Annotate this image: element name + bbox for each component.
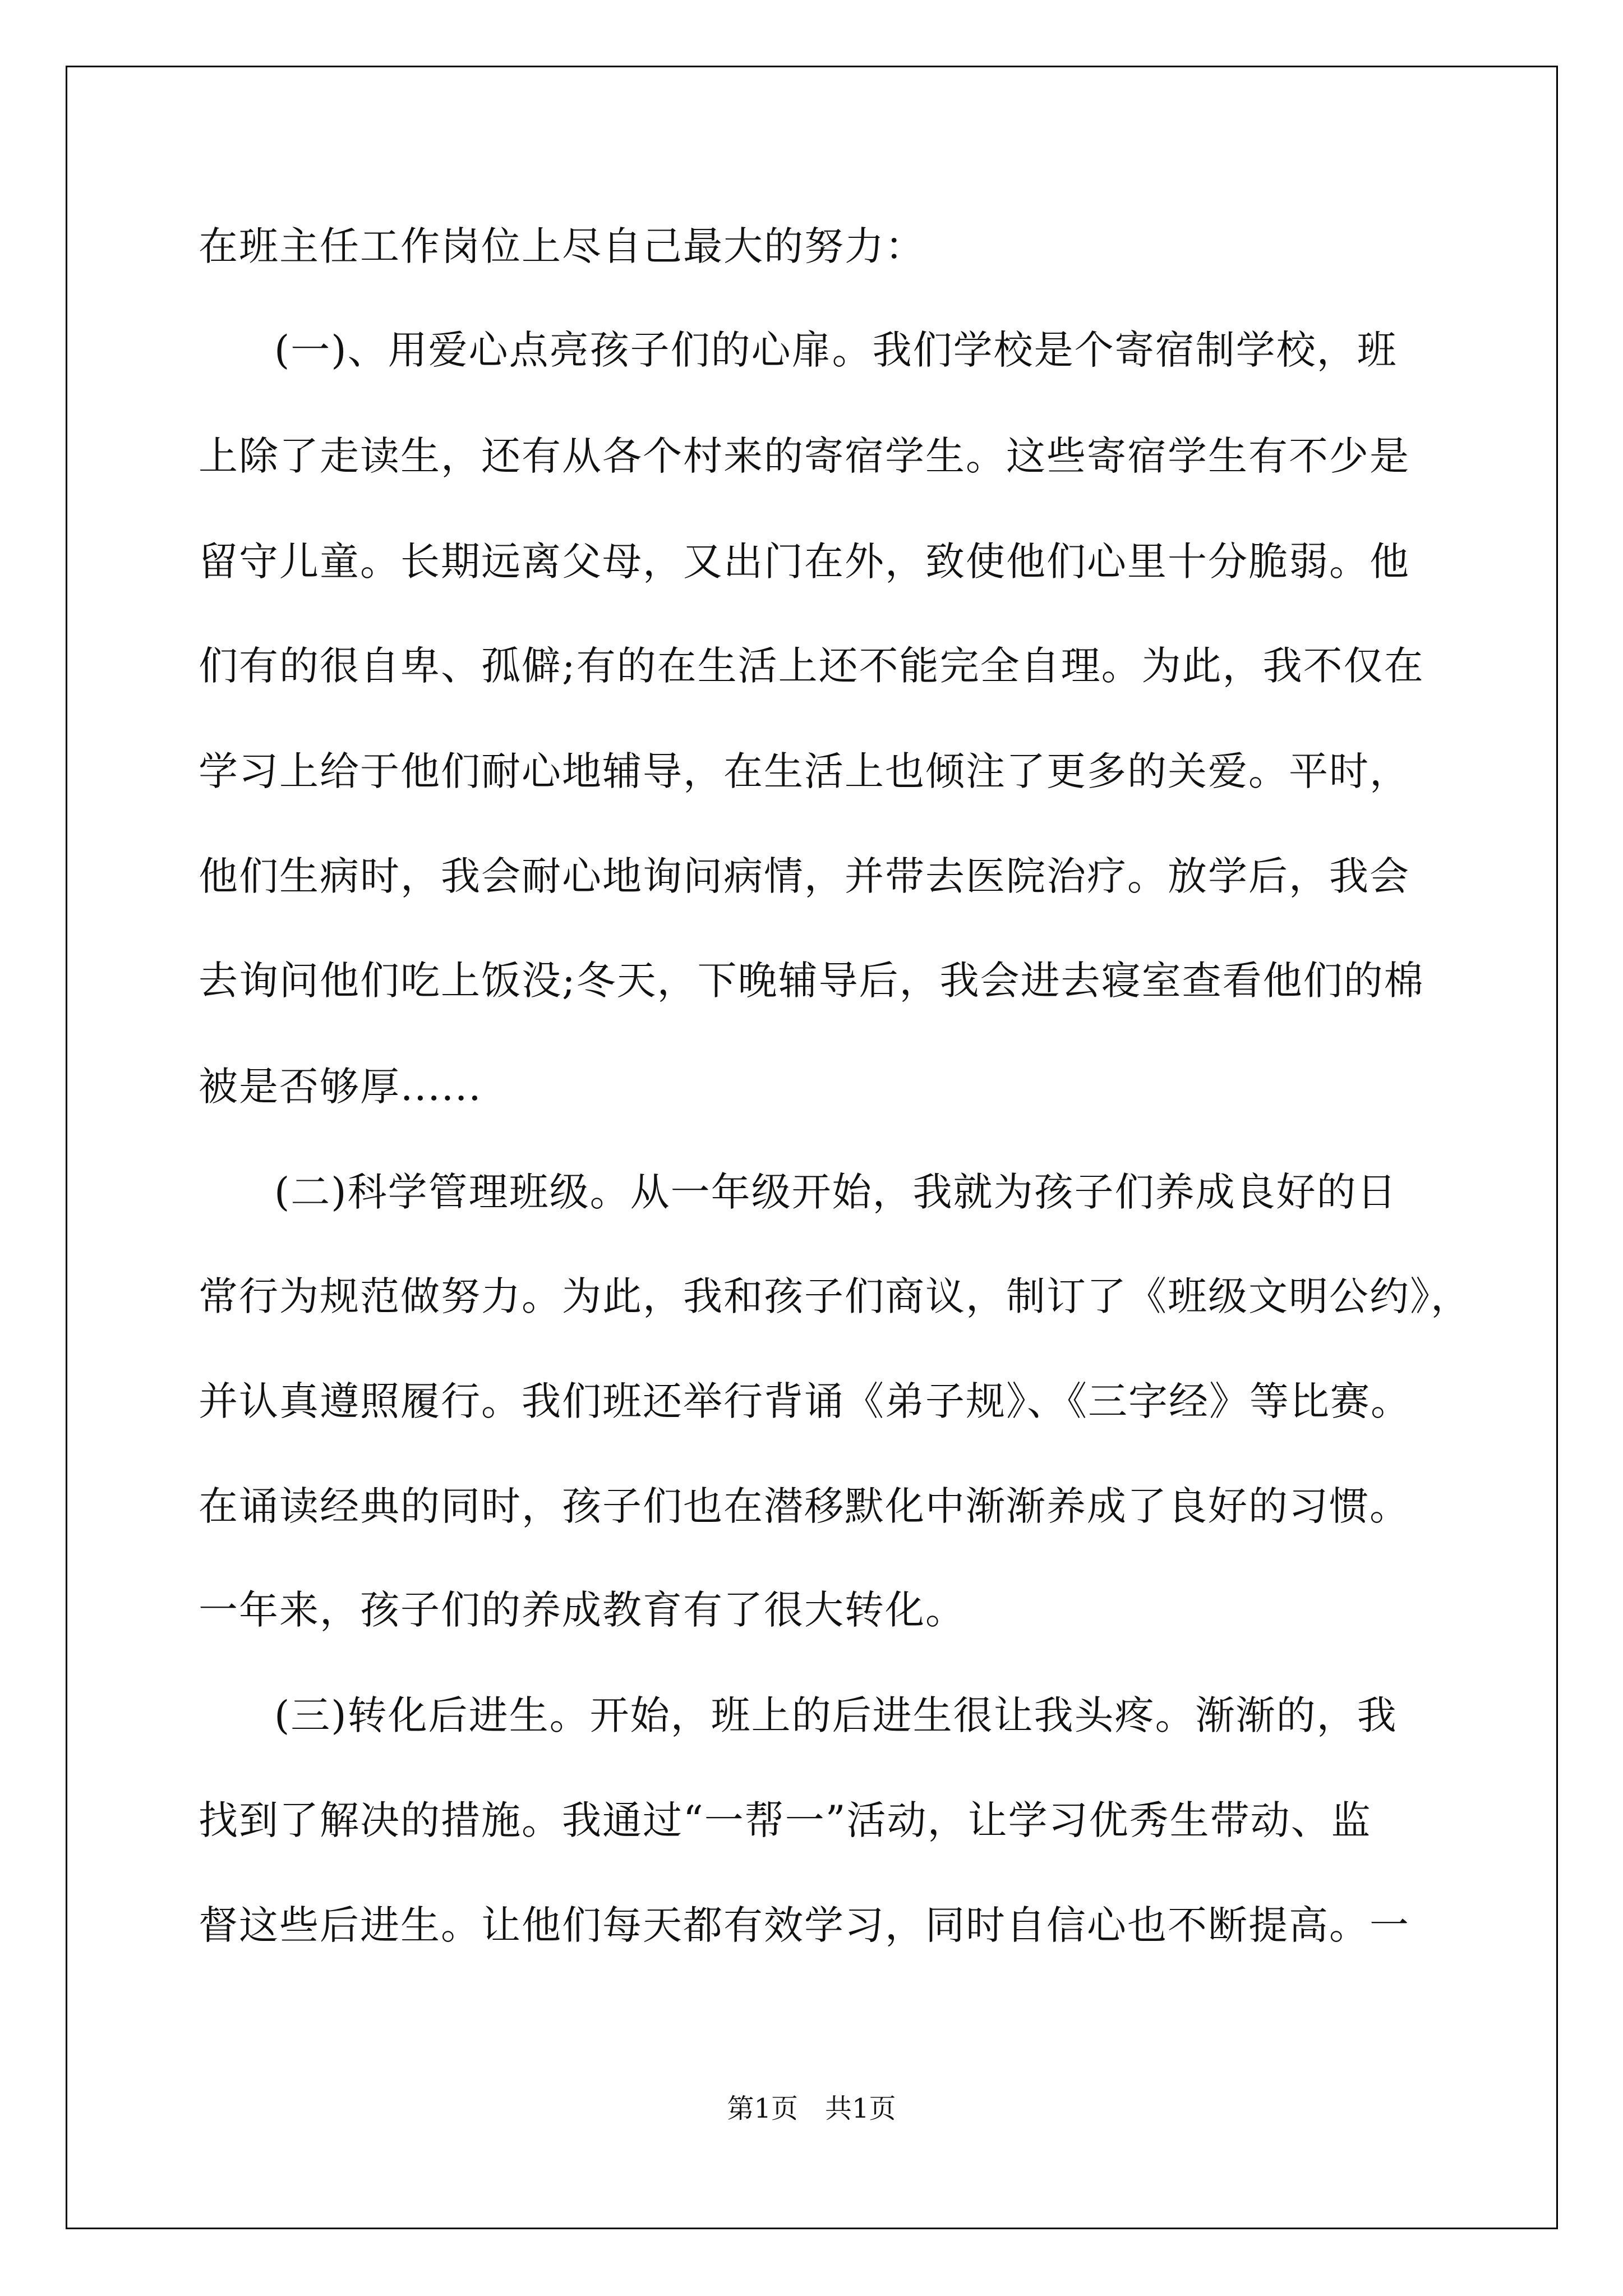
text-line: 去询问他们吃上饭没;冬天，下晚辅导后，我会进去寝室查看他们的棉 <box>199 958 1424 1004</box>
text-line: 找到了解决的措施。我通过“一帮一”活动，让学习优秀生带动、监 <box>199 1797 1372 1843</box>
text-line: 上除了走读生，还有从各个村来的寄宿学生。这些寄宿学生有不少是 <box>199 433 1410 479</box>
text-line: 被是否够厚...... <box>199 1064 482 1110</box>
page-footer: 第1页 共1页 <box>727 2093 896 2124</box>
text-line: 一年来，孩子们的养成教育有了很大转化。 <box>199 1587 966 1633</box>
text-line: (一)、用爱心点亮孩子们的心扉。我们学校是个寄宿制学校，班 <box>274 327 1398 373</box>
text-line: 常行为规范做努力。为此，我和孩子们商议，制订了《班级文明公约》， <box>199 1273 1471 1319</box>
text-line: (三)转化后进生。开始，班上的后进生很让我头疼。渐渐的，我 <box>274 1692 1398 1738</box>
text-line: 并认真遵照履行。我们班还举行背诵《弟子规》、《三字经》等比赛。 <box>199 1378 1411 1424</box>
text-line: 学习上给于他们耐心地辅导，在生活上也倾注了更多的关爱。平时， <box>199 748 1410 794</box>
text-line: 他们生病时，我会耐心地询问病情，并带去医院治疗。放学后，我会 <box>199 853 1410 899</box>
text-line: 督这些后进生。让他们每天都有效学习，同时自信心也不断提高。一 <box>199 1902 1410 1948</box>
text-line: 留守儿童。长期远离父母，又出门在外，致使他们心里十分脆弱。他 <box>199 539 1410 585</box>
text-line: 在班主任工作岗位上尽自己最大的努力： <box>199 223 925 269</box>
text-line: 们有的很自卑、孤僻;有的在生活上还不能完全自理。为此，我不仅在 <box>199 643 1424 689</box>
text-line: (二)科学管理班级。从一年级开始，我就为孩子们养成良好的日 <box>274 1169 1398 1215</box>
text-line: 在诵读经典的同时，孩子们也在潜移默化中渐渐养成了良好的习惯。 <box>199 1483 1410 1529</box>
